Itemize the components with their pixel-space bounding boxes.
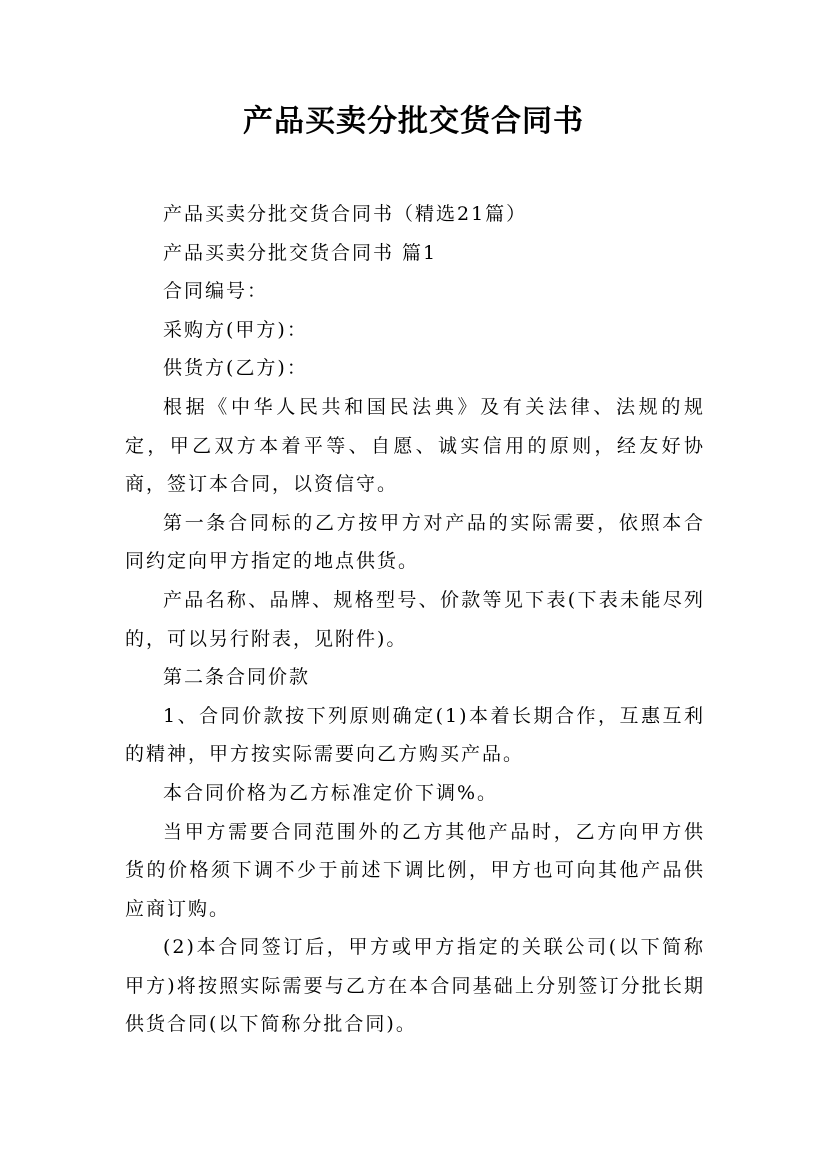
paragraph-clause-2-item-1: 1、合同价款按下列原则确定(1)本着长期合作，互惠互利的精神，甲方按实际需要向乙方购买产品。 [125,704,705,766]
paragraph-subtitle: 产品买卖分批交货合同书（精选21篇） [163,203,528,225]
paragraph-party-a: 采购方(甲方)： [163,318,308,341]
paragraph-party-b: 供货方(乙方)： [163,357,308,380]
paragraph-price-discount: 本合同价格为乙方标准定价下调%。 [163,781,499,804]
paragraph-clause-2-item-2: (2)本合同签订后，甲方或甲方指定的关联公司(以下简称甲方)将按照实际需要与乙方在本合同基础上分别签订分批长期供货合同(以下简称分批合同)。 [125,936,705,1036]
paragraph-article-heading: 产品买卖分批交货合同书 篇1 [163,241,438,264]
paragraph-product-list: 产品名称、品牌、规格型号、价款等见下表(下表未能尽列的，可以另行附表，见附件)。 [125,588,705,650]
paragraph-clause-1: 第一条合同标的乙方按甲方对产品的实际需要，依照本合同约定向甲方指定的地点供货。 [125,511,705,573]
paragraph-contract-number: 合同编号： [163,280,269,303]
paragraph-other-products: 当甲方需要合同范围外的乙方其他产品时，乙方向甲方供货的价格须下调不少于前述下调比例，甲方也可向其他产品供应商订购。 [125,820,705,920]
paragraph-clause-2-heading: 第二条合同价款 [163,666,311,689]
document-body [125,195,705,1044]
paragraph-preamble: 根据《中华人民共和国民法典》及有关法律、法规的规定，甲乙双方本着平等、自愿、诚实信用的原则，经友好协商，签订本合同，以资信守。 [125,395,705,496]
document-title: 产品买卖分批交货合同书 [243,104,584,139]
